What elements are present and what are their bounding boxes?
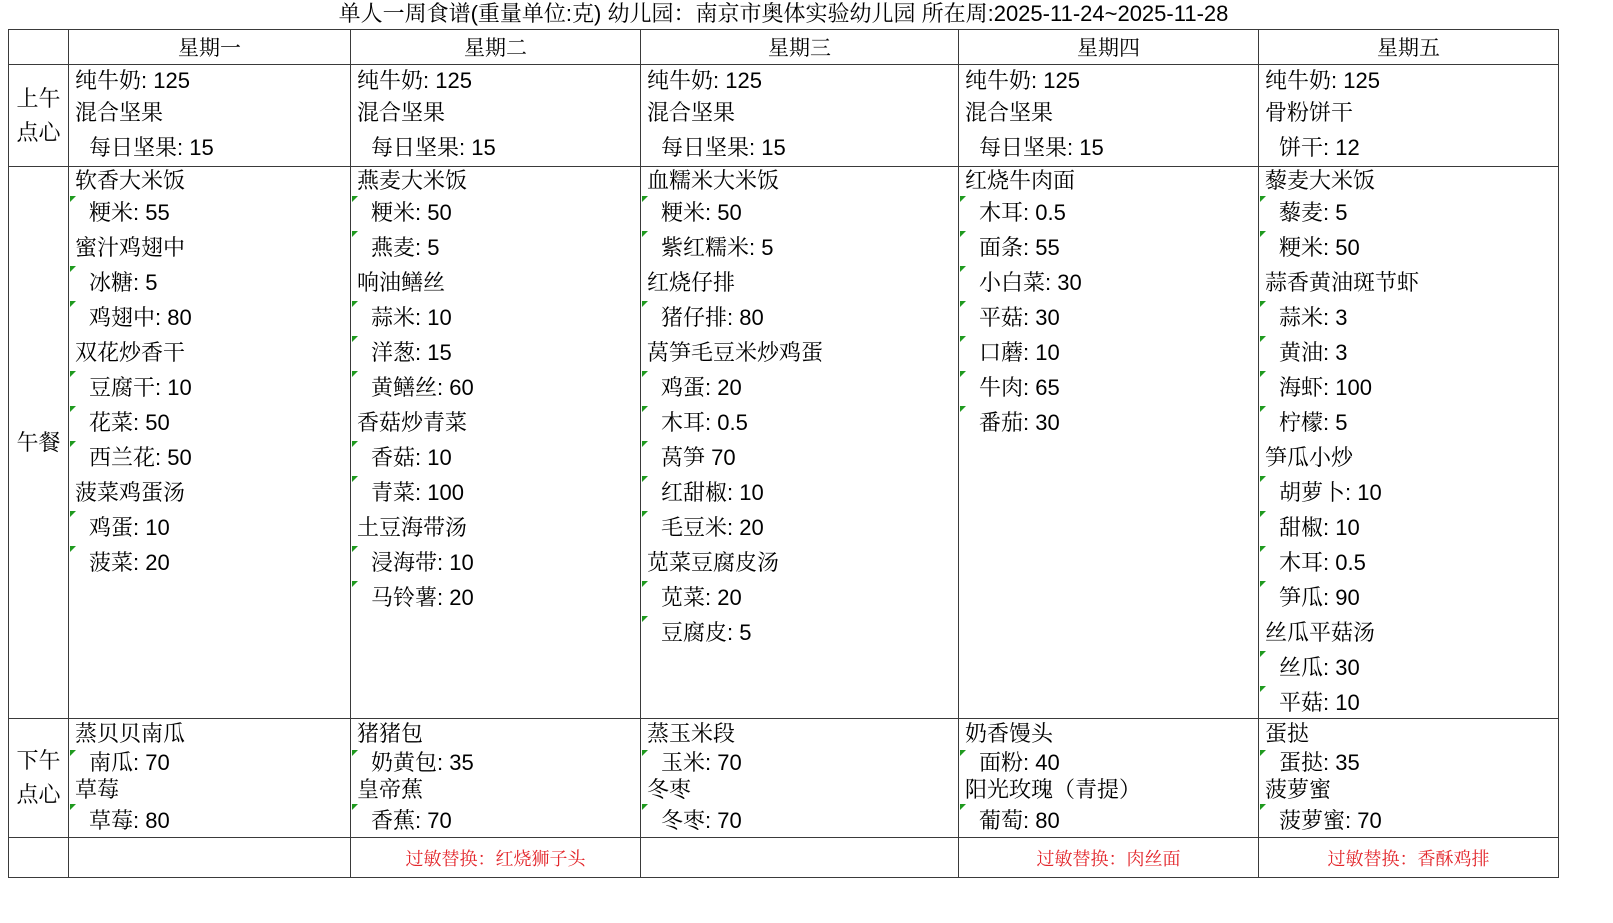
dish-name: 笋瓜小炒 xyxy=(1265,445,1354,470)
friday-afternoon-snack-cell xyxy=(1259,719,1559,838)
wednesday-morning-snack-cell xyxy=(641,65,959,167)
day-label: 星期三 xyxy=(768,37,831,60)
dish-name: 纯牛奶: 125 xyxy=(357,68,472,93)
dish-name: 猪猪包 xyxy=(357,721,424,746)
ingredient-line: 粳米: 50 xyxy=(1259,230,1558,265)
day-label: 星期四 xyxy=(1077,37,1140,60)
ingredient-line: 平菇: 10 xyxy=(1259,685,1558,720)
meal-label: 下午点心 xyxy=(16,748,61,807)
ingredient-line: 香蕉: 70 xyxy=(351,803,640,838)
ingredient-line: 木耳: 0.5 xyxy=(1259,545,1558,580)
allergy-substitution-note: 过敏替换：肉丝面 xyxy=(1036,848,1181,869)
ingredient-line: 鸡翅中: 80 xyxy=(69,300,350,335)
tuesday-allergy-cell xyxy=(351,838,641,878)
dish-name: 奶香馒头 xyxy=(965,721,1054,746)
dish-name: 蒸玉米段 xyxy=(647,721,736,746)
monday-allergy-cell xyxy=(69,838,351,878)
wednesday-lunch-cell xyxy=(641,167,959,719)
row-label-morning-snack xyxy=(9,65,69,167)
dish-name: 冬枣 xyxy=(647,777,692,802)
ingredient-line: 冬枣: 70 xyxy=(641,803,958,838)
dish-name: 软香大米饭 xyxy=(75,168,186,193)
wednesday-allergy-cell xyxy=(641,838,959,878)
day-label: 星期一 xyxy=(178,37,241,60)
ingredient-line: 青菜: 100 xyxy=(351,475,640,510)
dish-name: 蒜香黄油斑节虾 xyxy=(1265,270,1420,295)
menu-title: 单人一周食谱(重量单位:克) 幼儿园：南京市奥体实验幼儿园 所在周:2025-11-24~2025-11-28 xyxy=(338,1,1229,26)
dish-name: 草莓 xyxy=(75,777,120,802)
dish-name: 纯牛奶: 125 xyxy=(647,68,762,93)
ingredient-line: 粳米: 50 xyxy=(641,195,958,230)
ingredient-line: 草莓: 80 xyxy=(69,803,350,838)
ingredient-line: 黄油: 3 xyxy=(1259,335,1558,370)
ingredient-line: 面条: 55 xyxy=(959,230,1258,265)
ingredient-line: 马铃薯: 20 xyxy=(351,580,640,615)
dish-name: 响油鳝丝 xyxy=(357,270,446,295)
dish-name: 土豆海带汤 xyxy=(357,515,468,540)
ingredient-line: 面粉: 40 xyxy=(959,749,1258,776)
ingredient-line: 小白菜: 30 xyxy=(959,265,1258,300)
thursday-morning-snack-cell xyxy=(959,65,1259,167)
row-label-afternoon-snack xyxy=(9,719,69,838)
ingredient-line: 每日坚果: 15 xyxy=(979,135,1104,160)
ingredient-line: 冰糖: 5 xyxy=(69,265,350,300)
ingredient-line: 豆腐皮: 5 xyxy=(641,615,958,650)
ingredient-line: 紫红糯米: 5 xyxy=(641,230,958,265)
ingredient-line: 花菜: 50 xyxy=(69,405,350,440)
ingredient-line: 菠萝蜜: 70 xyxy=(1259,803,1558,838)
dish-name: 皇帝蕉 xyxy=(357,777,424,802)
meal-label: 午餐 xyxy=(16,429,61,455)
ingredient-line: 平菇: 30 xyxy=(959,300,1258,335)
ingredient-line: 毛豆米: 20 xyxy=(641,510,958,545)
ingredient-line: 西兰花: 50 xyxy=(69,440,350,475)
ingredient-line: 藜麦: 5 xyxy=(1259,195,1558,230)
tuesday-afternoon-snack-cell xyxy=(351,719,641,838)
dish-name: 菠萝蜜 xyxy=(1265,777,1332,802)
header-thursday xyxy=(959,30,1259,65)
friday-allergy-cell xyxy=(1259,838,1559,878)
dish-name: 阳光玫瑰（青提） xyxy=(965,777,1142,802)
dish-name: 纯牛奶: 125 xyxy=(1265,68,1380,93)
ingredient-line: 海虾: 100 xyxy=(1259,370,1558,405)
ingredient-line: 每日坚果: 15 xyxy=(371,135,496,160)
ingredient-line: 蒜米: 3 xyxy=(1259,300,1558,335)
ingredient-line: 饼干: 12 xyxy=(1279,135,1360,160)
ingredient-line: 丝瓜: 30 xyxy=(1259,650,1558,685)
ingredient-line: 豆腐干: 10 xyxy=(69,370,350,405)
monday-morning-snack-cell xyxy=(69,65,351,167)
monday-afternoon-snack-cell xyxy=(69,719,351,838)
ingredient-line: 红甜椒: 10 xyxy=(641,475,958,510)
dish-name: 混合坚果 xyxy=(965,100,1054,125)
dish-name: 红烧仔排 xyxy=(647,270,736,295)
day-label: 星期五 xyxy=(1377,37,1440,60)
ingredient-line: 莴笋 70 xyxy=(641,440,958,475)
ingredient-line: 粳米: 50 xyxy=(351,195,640,230)
ingredient-line: 木耳: 0.5 xyxy=(641,405,958,440)
ingredient-line: 蒜米: 10 xyxy=(351,300,640,335)
ingredient-line: 每日坚果: 15 xyxy=(661,135,786,160)
thursday-lunch-cell xyxy=(959,167,1259,719)
ingredient-line: 口蘑: 10 xyxy=(959,335,1258,370)
ingredient-line: 黄鳝丝: 60 xyxy=(351,370,640,405)
ingredient-line: 鸡蛋: 20 xyxy=(641,370,958,405)
day-label: 星期二 xyxy=(464,37,527,60)
dish-name: 混合坚果 xyxy=(647,100,736,125)
ingredient-line: 猪仔排: 80 xyxy=(641,300,958,335)
allergy-substitution-note: 过敏替换：红烧狮子头 xyxy=(405,848,586,869)
dish-name: 藜麦大米饭 xyxy=(1265,168,1376,193)
ingredient-line: 粳米: 55 xyxy=(69,195,350,230)
thursday-afternoon-snack-cell xyxy=(959,719,1259,838)
corner-cell xyxy=(9,30,69,65)
ingredient-line: 胡萝卜: 10 xyxy=(1259,475,1558,510)
tuesday-lunch-cell xyxy=(351,167,641,719)
friday-lunch-cell xyxy=(1259,167,1559,719)
ingredient-line: 每日坚果: 15 xyxy=(89,135,214,160)
ingredient-line: 笋瓜: 90 xyxy=(1259,580,1558,615)
monday-lunch-cell xyxy=(69,167,351,719)
dish-name: 骨粉饼干 xyxy=(1265,100,1354,125)
header-friday xyxy=(1259,30,1559,65)
dish-name: 混合坚果 xyxy=(357,100,446,125)
dish-name: 菠菜鸡蛋汤 xyxy=(75,480,186,505)
allergy-substitution-note: 过敏替换：香酥鸡排 xyxy=(1327,848,1490,869)
friday-morning-snack-cell xyxy=(1259,65,1559,167)
thursday-allergy-cell xyxy=(959,838,1259,878)
ingredient-line: 奶黄包: 35 xyxy=(351,749,640,776)
weekly-menu-table xyxy=(8,29,1559,878)
dish-name: 香菇炒青菜 xyxy=(357,410,468,435)
meal-label: 上午点心 xyxy=(16,85,61,145)
ingredient-line: 菠菜: 20 xyxy=(69,545,350,580)
ingredient-line: 甜椒: 10 xyxy=(1259,510,1558,545)
dish-name: 纯牛奶: 125 xyxy=(965,68,1080,93)
dish-name: 苋菜豆腐皮汤 xyxy=(647,550,780,575)
dish-name: 双花炒香干 xyxy=(75,340,186,365)
dish-name: 蒸贝贝南瓜 xyxy=(75,721,186,746)
ingredient-line: 牛肉: 65 xyxy=(959,370,1258,405)
ingredient-line: 燕麦: 5 xyxy=(351,230,640,265)
dish-name: 血糯米大米饭 xyxy=(647,168,780,193)
ingredient-line: 南瓜: 70 xyxy=(69,749,350,776)
header-wednesday xyxy=(641,30,959,65)
ingredient-line: 鸡蛋: 10 xyxy=(69,510,350,545)
row-label-lunch xyxy=(9,167,69,719)
dish-name: 纯牛奶: 125 xyxy=(75,68,190,93)
ingredient-line: 蛋挞: 35 xyxy=(1259,749,1558,776)
dish-name: 混合坚果 xyxy=(75,100,164,125)
dish-name: 蜜汁鸡翅中 xyxy=(75,235,186,260)
header-monday xyxy=(69,30,351,65)
ingredient-line: 玉米: 70 xyxy=(641,749,958,776)
dish-name: 红烧牛肉面 xyxy=(965,168,1076,193)
wednesday-afternoon-snack-cell xyxy=(641,719,959,838)
header-tuesday xyxy=(351,30,641,65)
ingredient-line: 木耳: 0.5 xyxy=(959,195,1258,230)
dish-name: 莴笋毛豆米炒鸡蛋 xyxy=(647,340,824,365)
ingredient-line: 苋菜: 20 xyxy=(641,580,958,615)
tuesday-morning-snack-cell xyxy=(351,65,641,167)
dish-name: 蛋挞 xyxy=(1265,721,1310,746)
dish-name: 丝瓜平菇汤 xyxy=(1265,620,1376,645)
ingredient-line: 葡萄: 80 xyxy=(959,803,1258,838)
ingredient-line: 番茄: 30 xyxy=(959,405,1258,440)
ingredient-line: 柠檬: 5 xyxy=(1259,405,1558,440)
dish-name: 燕麦大米饭 xyxy=(357,168,468,193)
ingredient-line: 浸海带: 10 xyxy=(351,545,640,580)
ingredient-line: 香菇: 10 xyxy=(351,440,640,475)
row-label-allergy xyxy=(9,838,69,878)
ingredient-line: 洋葱: 15 xyxy=(351,335,640,370)
